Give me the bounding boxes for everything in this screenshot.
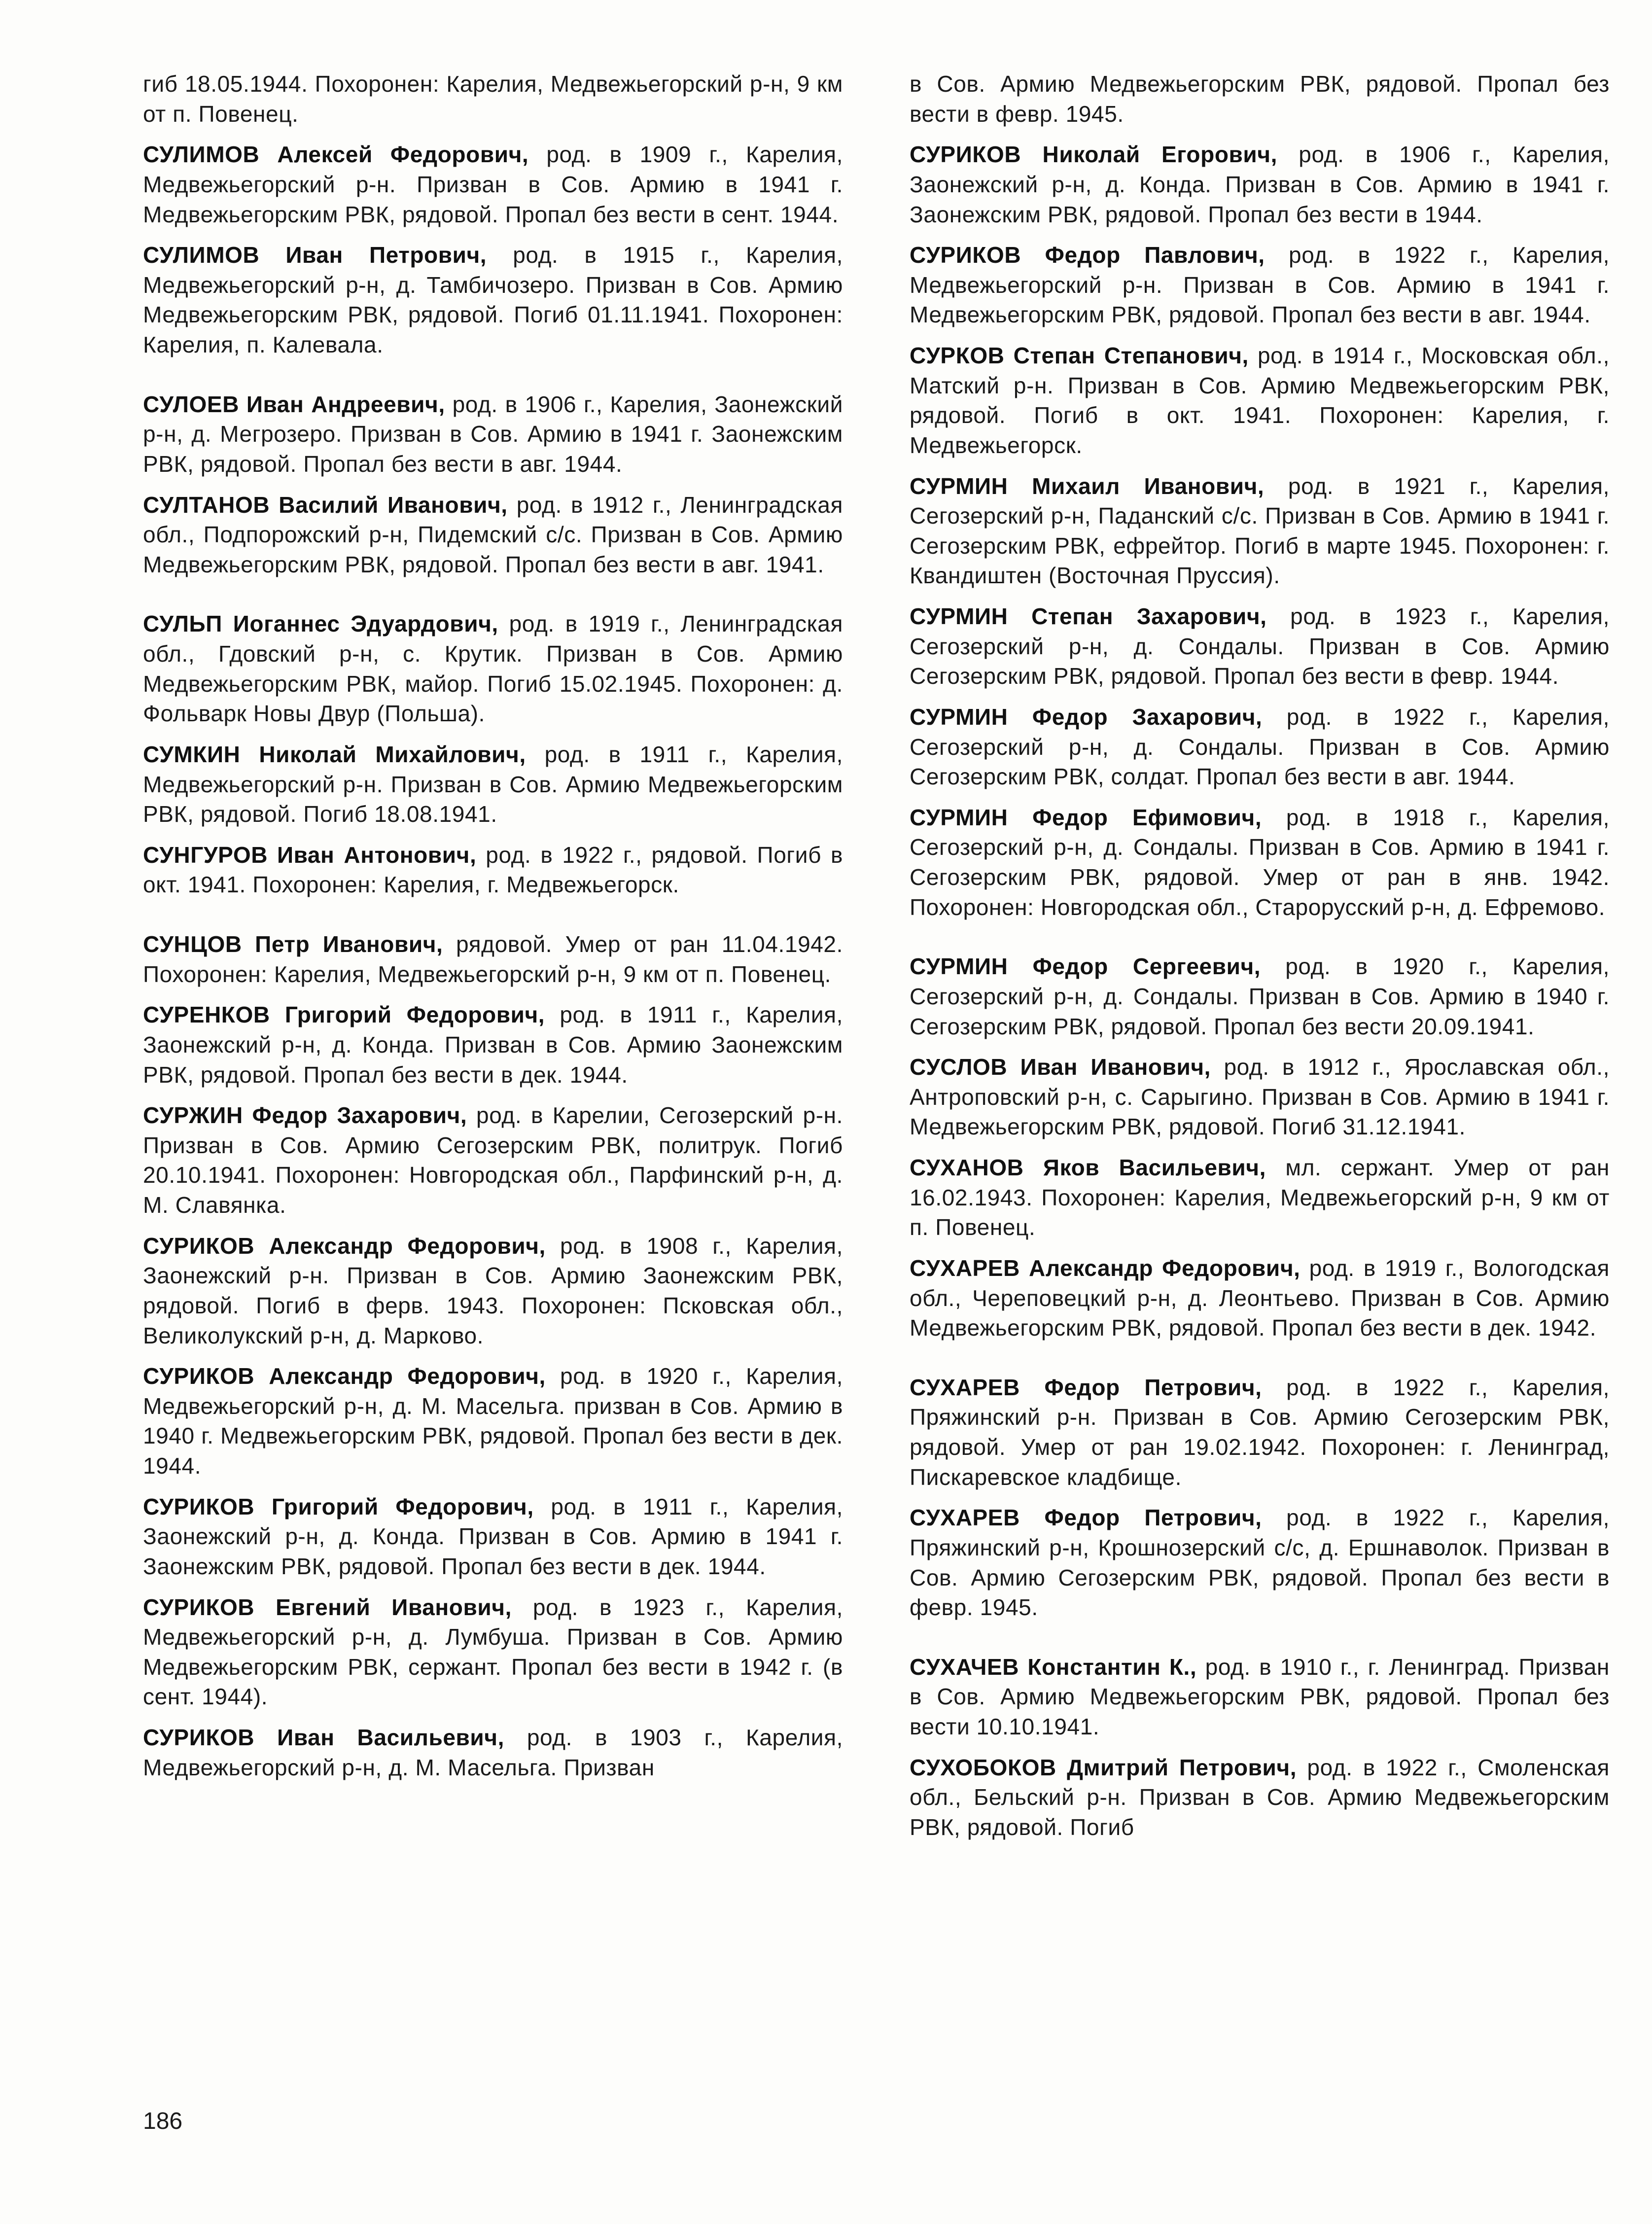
entry [143,490,843,580]
entry-name: СУРИКОВ Иван Васильевич, [143,1725,504,1750]
entry [143,840,843,900]
entry-name: СУМКИН Николай Михайлович, [143,741,526,767]
entry [143,1000,843,1090]
entry [143,1723,843,1782]
entry-name: СУРМИН Степан Захарович, [910,603,1267,629]
entry-name: СУНЦОВ Петр Иванович, [143,931,443,957]
entry-text: род. в 1909 г., Карелия, Медвежьегорский р-н. Призван в Сов. Армию в 1941 г. Медвежьегорским РВК, рядовой. Пропал без вести в сент. 1944. [143,141,843,227]
entry [143,740,843,829]
entry-text: род. в 1918 г., Карелия, Сегозерский р-н, д. Сондалы. Призван в Сов. Армию в 1941 г. Сегозерским РВК, рядовой. Умер от ран в янв. 1942. Похоронен: Новгородская обл., Старорусский р-н, д. Ефремово. [910,804,1610,920]
entry-text: род. в 1922 г., Карелия, Пряжинский р-н, Крошнозерский с/с, д. Ершнаволок. Призван в Сов. Армию Сегозерским РВК, рядовой. Пропал без вести в февр. 1945. [910,1505,1610,1621]
entry-text: род. в 1910 г., г. Ленинград. Призван в Сов. Армию Медвежьегорским РВК, рядовой. Пропал без вести 10.10.1941. [910,1654,1610,1739]
entry [143,240,843,360]
entry [910,1373,1610,1492]
entry [143,1592,843,1712]
entry [910,803,1610,922]
entry-text: род. в 1920 г., Карелия, Медвежьегорский р-н, д. М. Масельга. призван в Сов. Армию в 1940 г. Медвежьегорским РВК, рядовой. Пропал без вести в дек. 1944. [143,1363,843,1479]
page-number: 186 [143,2108,183,2134]
entry-name: СУРИКОВ Николай Егорович, [910,141,1277,168]
entry-text: род. в 1919 г., Вологодская обл., Череповецкий р-н, д. Леонтьево. Призван в Сов. Армию Медвежьегорским РВК, рядовой. Пропал без вести в дек. 1942. [910,1255,1610,1341]
entry-name: СУХАНОВ Яков Васильевич, [910,1155,1266,1180]
entry-name: СУЛИМОВ Алексей Федорович, [143,141,529,168]
entry-text: рядовой. Умер от ран 11.04.1942. Похоронен: Карелия, Медвежьегорский р-н, 9 км от п. Повенец. [143,931,843,987]
entry [143,389,843,479]
entry-name: СУХАРЕВ Федор Петрович, [910,1374,1262,1400]
entry [910,1503,1610,1623]
entry-name: СУХАРЕВ Александр Федорович, [910,1255,1301,1281]
entry-text: род. в 1906 г., Карелия, Заонежский р-н, д. Конда. Призван в Сов. Армию в 1941 г. Заонежским РВК, рядовой. Пропал без вести в 1944. [910,141,1610,227]
entry [910,702,1610,792]
entry-name: СУРМИН Михаил Иванович, [910,473,1265,499]
entry-text: род. в 1922 г., рядовой. Погиб в окт. 1941. Похоронен: Карелия, г. Медвежьегорск. [143,842,843,898]
entry-text: род. в 1922 г., Карелия, Пряжинский р-н. Призван в Сов. Армию Сегозерским РВК, рядовой. Умер от ран 19.02.1942. Похоронен: г. Ленинград, Пискаревское кладбище. [910,1374,1610,1490]
entry-text: род. в 1920 г., Карелия, Сегозерский р-н, д. Сондалы. Призван в Сов. Армию в 1940 г. Сегозерским РВК, рядовой. Пропал без вести 20.09.1941. [910,953,1610,1039]
right-column [910,69,1610,1853]
entry [143,69,843,129]
entry-text: род. в 1911 г., Карелия, Медвежьегорский р-н. Призван в Сов. Армию Медвежьегорским РВК, рядовой. Погиб 18.08.1941. [143,741,843,827]
entry-name: СУНГУРОВ Иван Антонович, [143,842,477,868]
entry-name: СУХАЧЕВ Константин К., [910,1654,1197,1680]
entry [910,341,1610,460]
entry-text: род. в 1908 г., Карелия, Заонежский р-н. Призван в Сов. Армию Заонежским РВК, рядовой. Погиб в ферв. 1943. Похоронен: Псковская обл., Великолукский р-н, д. Марково. [143,1233,843,1348]
entry-name: СУХОБОКОВ Дмитрий Петрович, [910,1754,1297,1780]
entry [143,140,843,229]
entry-text: гиб 18.05.1944. Похоронен: Карелия, Медвежьегорский р-н, 9 км от п. Повенец. [143,71,843,127]
entry-text: род. в 1912 г., Ярославская обл., Антроповский р-н, с. Сарыгино. Призван в Сов. Армию в 1941 г. Медвежьегорским РВК, рядовой. Погиб 31.12.1941. [910,1054,1610,1140]
entry-name: СУРМИН Федор Ефимович, [910,804,1262,830]
entry-text: род. в 1921 г., Карелия, Сегозерский р-н, Паданский с/с. Призван в Сов. Армию в 1941 г. Сегозерским РВК, ефрейтор. Погиб в марте 1945. Похоронен: г. Квандиштен (Восточная Пруссия). [910,473,1610,589]
entry-name: СУРИКОВ Григорий Федорович, [143,1493,534,1519]
entry-text: род. в 1906 г., Карелия, Заонежский р-н, д. Мегрозеро. Призван в Сов. Армию в 1941 г. Заонежским РВК, рядовой. Пропал без вести в авг. 1944. [143,391,843,477]
entry-text: род. в Карелии, Сегозерский р-н. Призван в Сов. Армию Сегозерским РВК, политрук. Погиб 20.10.1941. Похоронен: Новгородская обл., Парфинский р-н, д. М. Славянка. [143,1102,844,1218]
entry-name: СУХАРЕВ Федор Петрович, [910,1505,1262,1531]
entry [910,69,1610,129]
entry [910,1753,1610,1842]
entry-text: род. в 1923 г., Карелия, Медвежьегорский р-н, д. Лумбуша. Призван в Сов. Армию Медвежьегорским РВК, сержант. Пропал без вести в 1942 г. (в сент. 1944). [143,1594,843,1710]
entry-text: род. в 1912 г., Ленинградская обл., Подпорожский р-н, Пидемский с/с. Призван в Сов. Армию Медвежьегорским РВК, рядовой. Пропал без вести в авг. 1941. [143,492,843,577]
entry-text: мл. сержант. Умер от ран 16.02.1943. Похоронен: Карелия, Медвежьегорский р-н, 9 км от п. Повенец. [910,1155,1610,1240]
entry-text: род. в 1914 г., Московская обл., Матский р-н. Призван в Сов. Армию Медвежьегорским РВК, рядовой. Погиб в окт. 1941. Похоронен: Карелия, г. Медвежьегорск. [910,343,1610,458]
entry-text: род. в 1911 г., Карелия, Заонежский р-н, д. Конда. Призван в Сов. Армию Заонежским РВК, рядовой. Пропал без вести в дек. 1944. [143,1002,843,1088]
entry [143,1231,843,1351]
entry [143,1100,843,1220]
entry [143,929,843,989]
entry [910,601,1610,691]
entry-text: в Сов. Армию Медвежьегорским РВК, рядовой. Пропал без вести в февр. 1945. [910,71,1610,127]
entry-text: род. в 1923 г., Карелия, Сегозерский р-н, д. Сондалы. Призван в Сов. Армию Сегозерским РВК, рядовой. Пропал без вести в февр. 1944. [910,603,1610,689]
entry [910,240,1610,330]
entry [910,1253,1610,1343]
entry [143,1492,843,1582]
entry [143,609,843,729]
entry [910,1052,1610,1142]
entry-text: род. в 1922 г., Смоленская обл., Бельский р-н. Призван в Сов. Армию Медвежьегорским РВК, рядовой. Погиб [910,1754,1610,1840]
entry-text: род. в 1903 г., Карелия, Медвежьегорский р-н, д. М. Масельга. Призван [143,1725,843,1780]
entry-name: СУРЕНКОВ Григорий Федорович, [143,1002,545,1028]
entry-name: СУРИКОВ Александр Федорович, [143,1233,546,1259]
entry [910,140,1610,229]
entry [143,1361,843,1481]
entry-text: род. в 1911 г., Карелия, Заонежский р-н, д. Конда. Призван в Сов. Армию в 1941 г. Заонежским РВК, рядовой. Пропал без вести в дек. 1944. [143,1493,844,1579]
entry-name: СУЛИМОВ Иван Петрович, [143,242,487,268]
entry-text: род. в 1922 г., Карелия, Медвежьегорский р-н. Призван в Сов. Армию в 1941 г. Медвежьегорским РВК, рядовой. Пропал без вести в авг. 1944. [910,242,1610,328]
entry-text: род. в 1919 г., Ленинградская обл., Гдовский р-н, с. Крутик. Призван в Сов. Армию Медвежьегорским РВК, майор. Погиб 15.02.1945. Похоронен: д. Фольварк Новы Двур (Польша). [143,611,843,727]
entry [910,1652,1610,1742]
entry [910,952,1610,1041]
entry-name: СУРМИН Федор Захарович, [910,704,1263,730]
entry-name: СУРКОВ Степан Степанович, [910,343,1249,368]
left-column [143,69,843,1793]
entry-name: СУРЖИН Федор Захарович, [143,1102,467,1129]
entry-name: СУРИКОВ Федор Павлович, [910,242,1265,268]
entry-name: СУЛЬП Иоганнес Эдуардович, [143,611,498,637]
entry-text: род. в 1915 г., Карелия, Медвежьегорский р-н, д. Тамбичозеро. Призван в Сов. Армию Медвежьегорским РВК, рядовой. Погиб 01.11.1941. Похоронен: Карелия, п. Калевала. [143,242,843,357]
entry-name: СУЛОЕВ Иван Андреевич, [143,391,445,417]
entry-text: род. в 1922 г., Карелия, Сегозерский р-н, д. Сондалы. Призван в Сов. Армию Сегозерским РВК, солдат. Пропал без вести в авг. 1944. [910,704,1610,790]
entry [910,471,1610,591]
entry-name: СУЛТАНОВ Василий Иванович, [143,492,508,518]
entry-name: СУРМИН Федор Сергеевич, [910,953,1261,980]
entry-name: СУРИКОВ Александр Федорович, [143,1363,546,1389]
entry-name: СУРИКОВ Евгений Иванович, [143,1594,512,1620]
entry-name: СУСЛОВ Иван Иванович, [910,1054,1211,1080]
entry [910,1153,1610,1242]
